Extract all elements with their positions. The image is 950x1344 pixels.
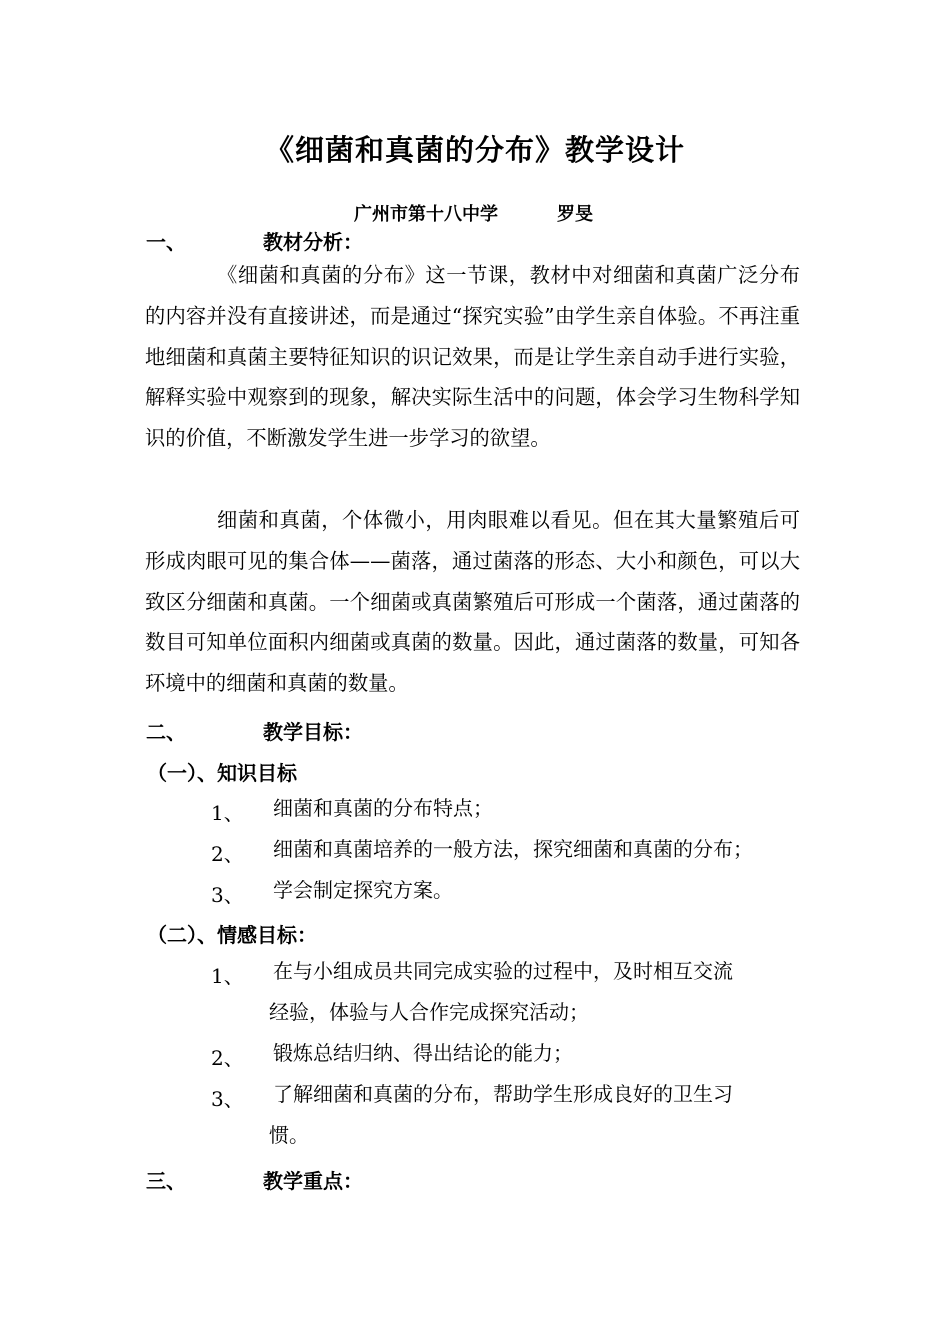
item-number: 2、 <box>211 842 244 866</box>
item-number: 1、 <box>211 801 244 825</box>
section-title: 教材分析： <box>263 230 363 254</box>
section-number: 一、 <box>146 230 186 254</box>
page-title: 《细菌和真菌的分布》教学设计 <box>264 133 685 167</box>
item-number: 3、 <box>211 1087 244 1111</box>
section-title: 教学重点： <box>263 1169 363 1193</box>
subsection-heading-emotion: （二）、情感目标： <box>147 923 317 947</box>
section-number: 二、 <box>146 720 186 744</box>
item-number: 1、 <box>211 964 244 988</box>
item-text: 了解细菌和真菌的分布，帮助学生形成良好的卫生习 <box>273 1082 733 1106</box>
item-number: 2、 <box>211 1046 244 1070</box>
item-text: 细菌和真菌培养的一般方法，探究细菌和真菌的分布； <box>273 837 753 861</box>
author-school: 广州市第十八中学 <box>354 204 498 225</box>
section-number: 三、 <box>146 1169 186 1193</box>
item-text: 经验，体验与人合作完成探究活动； <box>269 1000 589 1024</box>
item-text: 细菌和真菌的分布特点； <box>273 796 493 820</box>
item-text: 惯。 <box>269 1123 309 1147</box>
item-text: 锻炼总结归纳、得出结论的能力； <box>273 1041 573 1065</box>
analysis-paragraph-2: 细菌和真菌，个体微小，用肉眼难以看见。但在其大量繁殖后可形成肉眼可见的集合体——菌落，通过菌落的形态、大小和颜色，可以大致区分细菌和真菌。一个细菌或真菌繁殖后可形成一个菌落，通过菌落的数目可知单位面积内细菌或真菌的数量。因此，通过菌落的数量，可知各环境中的细菌和真菌的数量。 <box>145 508 800 696</box>
item-text: 学会制定探究方案。 <box>273 878 453 902</box>
item-number: 3、 <box>211 883 244 907</box>
subsection-heading-knowledge: （一）、知识目标 <box>147 761 297 785</box>
section-title: 教学目标： <box>263 720 363 744</box>
analysis-paragraph-1: 《细菌和真菌的分布》这一节课，教材中对细菌和真菌广泛分布的内容并没有直接讲述，而是通过“探究实验”由学生亲自体验。不再注重地细菌和真菌主要特征知识的识记效果，而是让学生亲自动手进行实验，解释实验中观察到的现象，解决实际生活中的问题，体会学习生物科学知识的价值，不断激发学生进一步学习的欲望。 <box>145 263 800 451</box>
item-text: 在与小组成员共同完成实验的过程中，及时相互交流 <box>273 959 733 983</box>
author-name: 罗旻 <box>557 204 593 225</box>
